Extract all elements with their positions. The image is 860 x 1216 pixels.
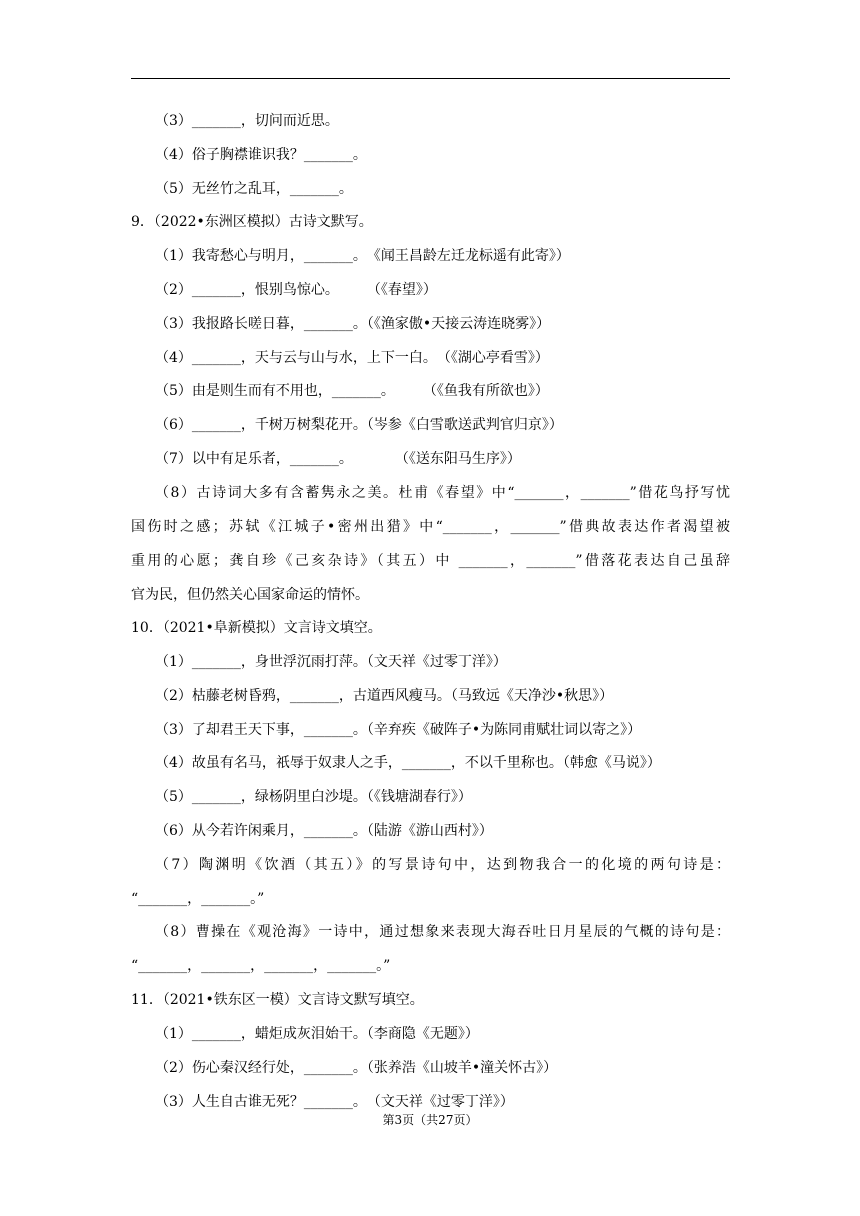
text-line: （1）我寄愁心与明月，_______。 《闻王昌龄左迁龙标遥有此寄》） <box>155 248 570 264</box>
text-line: （7）以中有足乐者，_______。 （《送东阳马生序》） <box>155 451 521 467</box>
paragraph-line: 重用的心愿；龚自珍《己亥杂诗》（其五）中 _______，_______”借落花表达自己虽辞 <box>131 553 730 569</box>
paragraph-line: 国伤时之感；苏轼《江城子•密州出猎》中“_______，_______”借典故表达作者渴望被 <box>131 519 730 535</box>
text-line: （5）_______，绿杨阴里白沙堤。（《钱塘湖春行》） <box>155 789 472 805</box>
paragraph-line: “_______，_______。” <box>131 891 265 907</box>
text-line: （6）_______，千树万树梨花开。（岑参《白雪歌送武判官归京》） <box>155 417 563 433</box>
page-footer: 第3页（共27页） <box>382 1113 478 1127</box>
text-line: （1）_______，蜡炬成灰泪始干。（李商隐《无题》） <box>155 1026 479 1042</box>
paragraph-line: （8）古诗词大多有含蓄隽永之美。杜甫《春望》中“_______，_______”借花鸟抒写忧 <box>155 485 730 501</box>
paragraph-line: 官为民，但仍然关心国家命运的情怀。 <box>131 587 369 603</box>
text-line: （2）_______，恨别鸟惊心。 （《春望》） <box>155 282 437 298</box>
header-rule <box>131 78 730 79</box>
text-line: （5）由是则生而有不用也，_______。 （《鱼我有所欲也》） <box>155 383 549 399</box>
text-line: （3）我报路长嗟日暮，_______。（《渔家傲•天接云涛连晓雾》） <box>155 316 551 332</box>
question-heading: 9．（2022•东洲区模拟）古诗文默写。 <box>131 214 373 230</box>
text-line: （2）伤心秦汉经行处，_______。（张养浩《山坡羊•潼关怀古》） <box>155 1060 558 1076</box>
paragraph-line: “_______，_______，_______，_______。” <box>131 958 391 974</box>
text-line: （5）无丝竹之乱耳，_______。 <box>155 181 353 197</box>
paragraph-line: （8）曹操在《观沧海》一诗中，通过想象来表现大海吞吐日月星辰的气概的诗句是： <box>155 924 730 940</box>
text-line: （3）了却君王天下事，_______。（辛弃疾《破阵子•为陈同甫赋壮词以寄之》） <box>155 722 642 738</box>
text-line: （4）俗子胸襟谁识我？_______。 <box>155 147 367 163</box>
text-line: （1）_______，身世浮沉雨打萍。（文天祥《过零丁洋》） <box>155 654 507 670</box>
text-line: （4）_______，天与云与山与水，上下一白。 （《湖心亭看雪》） <box>155 350 549 366</box>
question-heading: 11．（2021•铁东区一模）文言诗文默写填空。 <box>131 992 424 1008</box>
text-line: （3）_______，切问而近思。 <box>155 113 339 129</box>
text-line: （4）故虽有名马，祇辱于奴隶人之手，_______，不以千里称也。（韩愈《马说》） <box>155 755 661 771</box>
text-line: （6）从今若许闲乘月，_______。（陆游《游山西村》） <box>155 823 493 839</box>
paragraph-line: （7）陶渊明《饮酒（其五）》的写景诗句中，达到物我合一的化境的两句诗是： <box>155 857 730 873</box>
text-line: （3）人生自古谁无死？_______。 （文天祥《过零丁洋》） <box>155 1094 514 1110</box>
question-heading: 10．（2021•阜新模拟）文言诗文填空。 <box>131 620 382 636</box>
text-line: （2）枯藤老树昏鸦，_______，古道西风瘦马。（马致远《天净沙•秋思》） <box>155 688 614 704</box>
